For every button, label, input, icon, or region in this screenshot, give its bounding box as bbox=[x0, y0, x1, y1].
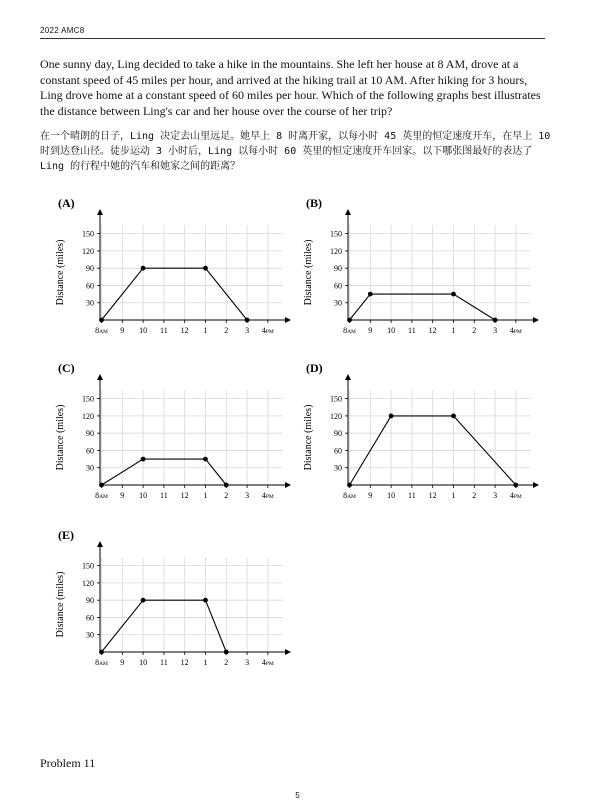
chart-svg bbox=[40, 527, 290, 672]
option-label: (A) bbox=[58, 196, 75, 210]
y-tick-label: 120 bbox=[330, 411, 342, 421]
y-tick-label: 90 bbox=[86, 264, 94, 274]
x-tick-label: 4PM bbox=[509, 491, 522, 500]
x-tick-label: 9 bbox=[368, 326, 373, 335]
x-tick-label: 10 bbox=[387, 326, 396, 335]
x-axis-arrow bbox=[285, 649, 291, 655]
x-tick-label: 11 bbox=[160, 491, 168, 500]
x-tick-label: 12 bbox=[180, 326, 189, 335]
data-point bbox=[141, 266, 146, 271]
data-point bbox=[513, 483, 518, 488]
y-tick-label: 90 bbox=[334, 429, 342, 439]
data-point bbox=[203, 457, 208, 462]
y-tick-label: 120 bbox=[82, 246, 94, 256]
x-tick-label: 9 bbox=[120, 658, 125, 667]
series-line bbox=[102, 268, 248, 320]
y-tick-label: 60 bbox=[334, 281, 342, 291]
y-tick-label: 60 bbox=[86, 446, 94, 456]
y-tick-label: 60 bbox=[334, 446, 342, 456]
y-tick-label: 30 bbox=[334, 298, 342, 308]
chart-svg bbox=[40, 360, 290, 505]
option-label: (C) bbox=[58, 361, 75, 375]
grid bbox=[100, 225, 283, 320]
chart-option-e bbox=[40, 527, 290, 672]
y-axis-arrow bbox=[345, 374, 351, 380]
x-tick-label: 8AM bbox=[95, 326, 108, 335]
x-tick-label: 2 bbox=[224, 491, 229, 500]
y-tick-label: 150 bbox=[330, 229, 342, 239]
grid bbox=[100, 557, 283, 652]
x-tick-label: 3 bbox=[245, 658, 250, 667]
grid bbox=[100, 390, 283, 485]
data-point bbox=[245, 318, 250, 323]
x-tick-label: 9 bbox=[120, 491, 125, 500]
data-point bbox=[347, 318, 352, 323]
x-tick-label: 8AM bbox=[95, 658, 108, 667]
x-tick-label: 11 bbox=[160, 326, 168, 335]
x-axis-arrow bbox=[533, 482, 539, 488]
data-point bbox=[203, 266, 208, 271]
chart-svg bbox=[40, 195, 290, 340]
grid bbox=[348, 225, 531, 320]
x-tick-label: 3 bbox=[493, 326, 498, 335]
y-tick-label: 30 bbox=[334, 463, 342, 473]
y-tick-label: 150 bbox=[330, 394, 342, 404]
x-tick-label: 1 bbox=[203, 658, 208, 667]
y-tick-label: 90 bbox=[334, 264, 342, 274]
x-tick-label: 4PM bbox=[261, 658, 274, 667]
y-axis-label: Distance (miles) bbox=[55, 239, 66, 306]
x-tick-label: 2 bbox=[472, 491, 477, 500]
chart-svg bbox=[288, 360, 538, 505]
data-point bbox=[368, 292, 373, 297]
data-point bbox=[99, 318, 104, 323]
chart-option-c bbox=[40, 360, 290, 505]
problem-text-chinese: 在一个晴朗的日子，Ling 决定去山里远足。她早上 8 时离开家，以每小时 45 英里的恒定速度开车，在早上 10 时到达登山径。徒步运动 3 小时后，Ling 以每小时 60 英里的恒定速度开车回家。以下哪张图最好的表达了 Ling 的行程中她的汽车和她家之间的距离？ bbox=[40, 131, 551, 172]
y-tick-label: 30 bbox=[86, 463, 94, 473]
x-tick-label: 8AM bbox=[343, 326, 356, 335]
option-label: (E) bbox=[58, 528, 74, 542]
exam-header: 2022 AMC8 bbox=[40, 26, 85, 35]
x-tick-label: 12 bbox=[428, 491, 437, 500]
y-axis-arrow bbox=[345, 209, 351, 215]
x-tick-label: 4PM bbox=[509, 326, 522, 335]
chart-option-d bbox=[288, 360, 538, 505]
y-axis-label: Distance (miles) bbox=[55, 571, 66, 638]
x-tick-label: 2 bbox=[224, 658, 229, 667]
y-tick-label: 150 bbox=[82, 561, 94, 571]
x-tick-label: 11 bbox=[408, 326, 416, 335]
x-tick-label: 12 bbox=[180, 658, 189, 667]
page-number: 5 bbox=[295, 791, 300, 800]
data-point bbox=[224, 650, 229, 655]
y-tick-label: 120 bbox=[82, 578, 94, 588]
x-tick-label: 4PM bbox=[261, 326, 274, 335]
x-tick-label: 3 bbox=[493, 491, 498, 500]
option-label: (B) bbox=[306, 196, 322, 210]
x-axis-arrow bbox=[533, 317, 539, 323]
data-point bbox=[347, 483, 352, 488]
data-point bbox=[451, 414, 456, 419]
y-tick-label: 150 bbox=[82, 394, 94, 404]
x-tick-label: 8AM bbox=[343, 491, 356, 500]
data-point bbox=[99, 483, 104, 488]
data-point bbox=[141, 598, 146, 603]
data-point bbox=[99, 650, 104, 655]
y-axis-label: Distance (miles) bbox=[303, 239, 314, 306]
header-rule bbox=[40, 38, 545, 39]
x-tick-label: 4PM bbox=[261, 491, 274, 500]
data-point bbox=[141, 457, 146, 462]
x-tick-label: 11 bbox=[408, 491, 416, 500]
chart-option-b bbox=[288, 195, 538, 340]
y-axis-label: Distance (miles) bbox=[303, 404, 314, 471]
y-tick-label: 90 bbox=[86, 429, 94, 439]
x-tick-label: 1 bbox=[203, 326, 208, 335]
y-tick-label: 120 bbox=[330, 246, 342, 256]
x-tick-label: 10 bbox=[387, 491, 396, 500]
x-tick-label: 9 bbox=[368, 491, 373, 500]
y-tick-label: 30 bbox=[86, 630, 94, 640]
data-point bbox=[203, 598, 208, 603]
x-tick-label: 9 bbox=[120, 326, 125, 335]
x-tick-label: 11 bbox=[160, 658, 168, 667]
x-tick-label: 12 bbox=[428, 326, 437, 335]
series-line bbox=[350, 294, 496, 320]
chart-option-a bbox=[40, 195, 290, 340]
y-axis-label: Distance (miles) bbox=[55, 404, 66, 471]
y-axis-arrow bbox=[97, 541, 103, 547]
x-tick-label: 3 bbox=[245, 491, 250, 500]
y-tick-label: 120 bbox=[82, 411, 94, 421]
data-point bbox=[451, 292, 456, 297]
y-tick-label: 60 bbox=[86, 281, 94, 291]
option-label: (D) bbox=[306, 361, 323, 375]
x-tick-label: 3 bbox=[245, 326, 250, 335]
x-tick-label: 1 bbox=[203, 491, 208, 500]
x-tick-label: 2 bbox=[472, 326, 477, 335]
data-point bbox=[389, 414, 394, 419]
x-tick-label: 12 bbox=[180, 491, 189, 500]
x-tick-label: 10 bbox=[139, 658, 148, 667]
y-tick-label: 60 bbox=[86, 613, 94, 623]
x-tick-label: 8AM bbox=[95, 491, 108, 500]
y-tick-label: 90 bbox=[86, 596, 94, 606]
y-tick-label: 150 bbox=[82, 229, 94, 239]
x-tick-label: 10 bbox=[139, 326, 148, 335]
x-tick-label: 10 bbox=[139, 491, 148, 500]
data-point bbox=[224, 483, 229, 488]
problem-text-english: One sunny day, Ling decided to take a hike in the mountains. She left her house at 8 AM, drove at a constant speed of 45 miles per hour, and arrived at the hiking trail at 10 AM. After hiking for 3 hours, Ling drove home at a constant speed of 60 miles per hour. Which of the following graphs best illustrates the distance between Ling's car and her house over the course of her trip? bbox=[40, 57, 541, 118]
y-axis-arrow bbox=[97, 374, 103, 380]
problem-number: Problem 11 bbox=[40, 756, 96, 770]
data-point bbox=[493, 318, 498, 323]
y-tick-label: 30 bbox=[86, 298, 94, 308]
y-axis-arrow bbox=[97, 209, 103, 215]
chart-svg bbox=[288, 195, 538, 340]
x-tick-label: 2 bbox=[224, 326, 229, 335]
x-tick-label: 1 bbox=[451, 491, 456, 500]
x-tick-label: 1 bbox=[451, 326, 456, 335]
